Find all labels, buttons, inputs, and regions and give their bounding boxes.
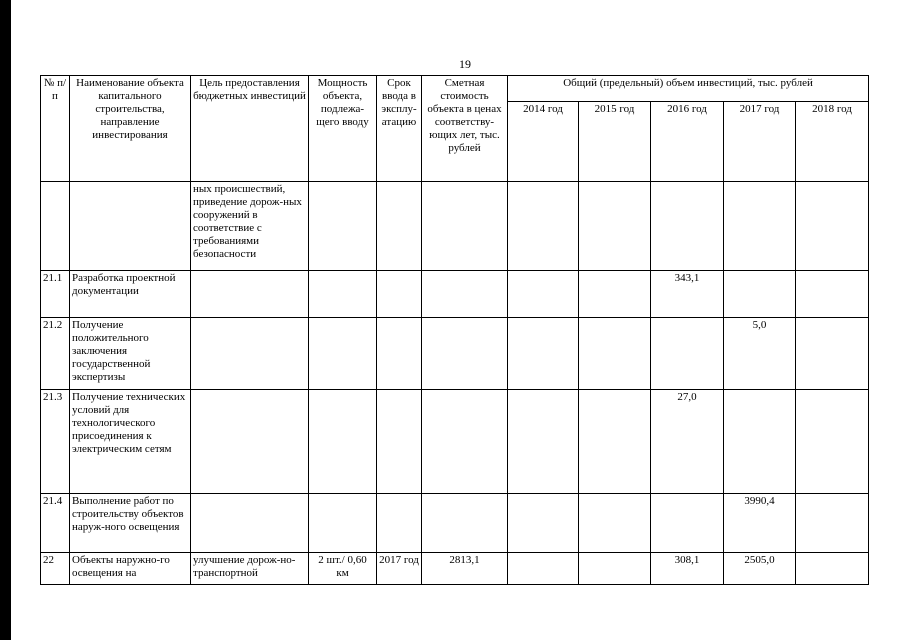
cell-capacity bbox=[309, 182, 377, 271]
cell-name: Получение положительного заключения государственной экспертизы bbox=[70, 318, 191, 390]
header-year-2017: 2017 год bbox=[724, 102, 796, 182]
cell-purpose: ных происшествий, приведение дорож-ных сооружений в соответствие с требованиями безопасности bbox=[191, 182, 309, 271]
cell-2018 bbox=[796, 390, 869, 494]
cell-2015 bbox=[579, 390, 651, 494]
cell-2017 bbox=[724, 182, 796, 271]
cell-2016: 27,0 bbox=[651, 390, 724, 494]
cell-2015 bbox=[579, 494, 651, 553]
cell-2016: 308,1 bbox=[651, 553, 724, 585]
cell-estimate bbox=[422, 318, 508, 390]
cell-num: 21.4 bbox=[41, 494, 70, 553]
cell-2018 bbox=[796, 494, 869, 553]
cell-num: 21.1 bbox=[41, 271, 70, 318]
header-purpose: Цель предоставления бюджетных инвестиций bbox=[191, 76, 309, 182]
table-row bbox=[41, 553, 869, 585]
header-year-2014: 2014 год bbox=[508, 102, 579, 182]
cell-num bbox=[41, 182, 70, 271]
cell-term bbox=[377, 182, 422, 271]
cell-name bbox=[70, 182, 191, 271]
cell-2016 bbox=[651, 318, 724, 390]
cell-term bbox=[377, 271, 422, 318]
cell-purpose: улучшение дорож-но-транспортной bbox=[191, 553, 309, 585]
cell-2014 bbox=[508, 182, 579, 271]
cell-2014 bbox=[508, 271, 579, 318]
cell-term bbox=[377, 390, 422, 494]
cell-2015 bbox=[579, 553, 651, 585]
cell-2015 bbox=[579, 182, 651, 271]
header-capacity: Мощность объекта, подлежа-щего вводу bbox=[309, 76, 377, 182]
cell-2018 bbox=[796, 553, 869, 585]
cell-2016: 343,1 bbox=[651, 271, 724, 318]
cell-2018 bbox=[796, 182, 869, 271]
cell-2016 bbox=[651, 182, 724, 271]
cell-estimate bbox=[422, 271, 508, 318]
cell-num: 21.3 bbox=[41, 390, 70, 494]
cell-2014 bbox=[508, 318, 579, 390]
cell-2017: 2505,0 bbox=[724, 553, 796, 585]
cell-capacity: 2 шт./ 0,60 км bbox=[309, 553, 377, 585]
header-term: Срок ввода в эксплу-атацию bbox=[377, 76, 422, 182]
cell-purpose bbox=[191, 318, 309, 390]
cell-2014 bbox=[508, 494, 579, 553]
cell-name: Разработка проектной документации bbox=[70, 271, 191, 318]
header-year-2018: 2018 год bbox=[796, 102, 869, 182]
cell-purpose bbox=[191, 494, 309, 553]
cell-num: 22 bbox=[41, 553, 70, 585]
cell-2017: 3990,4 bbox=[724, 494, 796, 553]
table-row bbox=[41, 318, 869, 390]
cell-term: 2017 год bbox=[377, 553, 422, 585]
table-row bbox=[41, 390, 869, 494]
cell-2018 bbox=[796, 271, 869, 318]
cell-purpose bbox=[191, 271, 309, 318]
cell-name: Получение технических условий для технологического присоединения к электрическим сетям bbox=[70, 390, 191, 494]
cell-2017: 5,0 bbox=[724, 318, 796, 390]
table-row bbox=[41, 271, 869, 318]
header-year-2015: 2015 год bbox=[579, 102, 651, 182]
cell-name: Выполнение работ по строительству объектов наруж-ного освещения bbox=[70, 494, 191, 553]
investment-table bbox=[40, 75, 869, 585]
cell-estimate bbox=[422, 390, 508, 494]
cell-2016 bbox=[651, 494, 724, 553]
header-estimate: Сметная стоимость объекта в ценах соответству-ющих лет, тыс. рублей bbox=[422, 76, 508, 182]
cell-estimate: 2813,1 bbox=[422, 553, 508, 585]
header-year-2016: 2016 год bbox=[651, 102, 724, 182]
cell-2017 bbox=[724, 271, 796, 318]
header-num: № п/п bbox=[41, 76, 70, 182]
cell-2018 bbox=[796, 318, 869, 390]
cell-capacity bbox=[309, 271, 377, 318]
header-name: Наименование объекта капитального строительства, направление инвестирования bbox=[70, 76, 191, 182]
cell-2014 bbox=[508, 553, 579, 585]
table-row bbox=[41, 182, 869, 271]
cell-name: Объекты наружно-го освещения на bbox=[70, 553, 191, 585]
cell-2015 bbox=[579, 271, 651, 318]
cell-term bbox=[377, 494, 422, 553]
cell-estimate bbox=[422, 182, 508, 271]
cell-purpose bbox=[191, 390, 309, 494]
cell-estimate bbox=[422, 494, 508, 553]
cell-capacity bbox=[309, 390, 377, 494]
cell-capacity bbox=[309, 494, 377, 553]
cell-2015 bbox=[579, 318, 651, 390]
cell-capacity bbox=[309, 318, 377, 390]
page-number: 19 bbox=[459, 57, 471, 71]
cell-2014 bbox=[508, 390, 579, 494]
cell-term bbox=[377, 318, 422, 390]
cell-2017 bbox=[724, 390, 796, 494]
table-row bbox=[41, 494, 869, 553]
scan-edge-bar bbox=[0, 0, 11, 640]
cell-num: 21.2 bbox=[41, 318, 70, 390]
header-total-group: Общий (предельный) объем инвестиций, тыс. рублей bbox=[508, 76, 869, 102]
